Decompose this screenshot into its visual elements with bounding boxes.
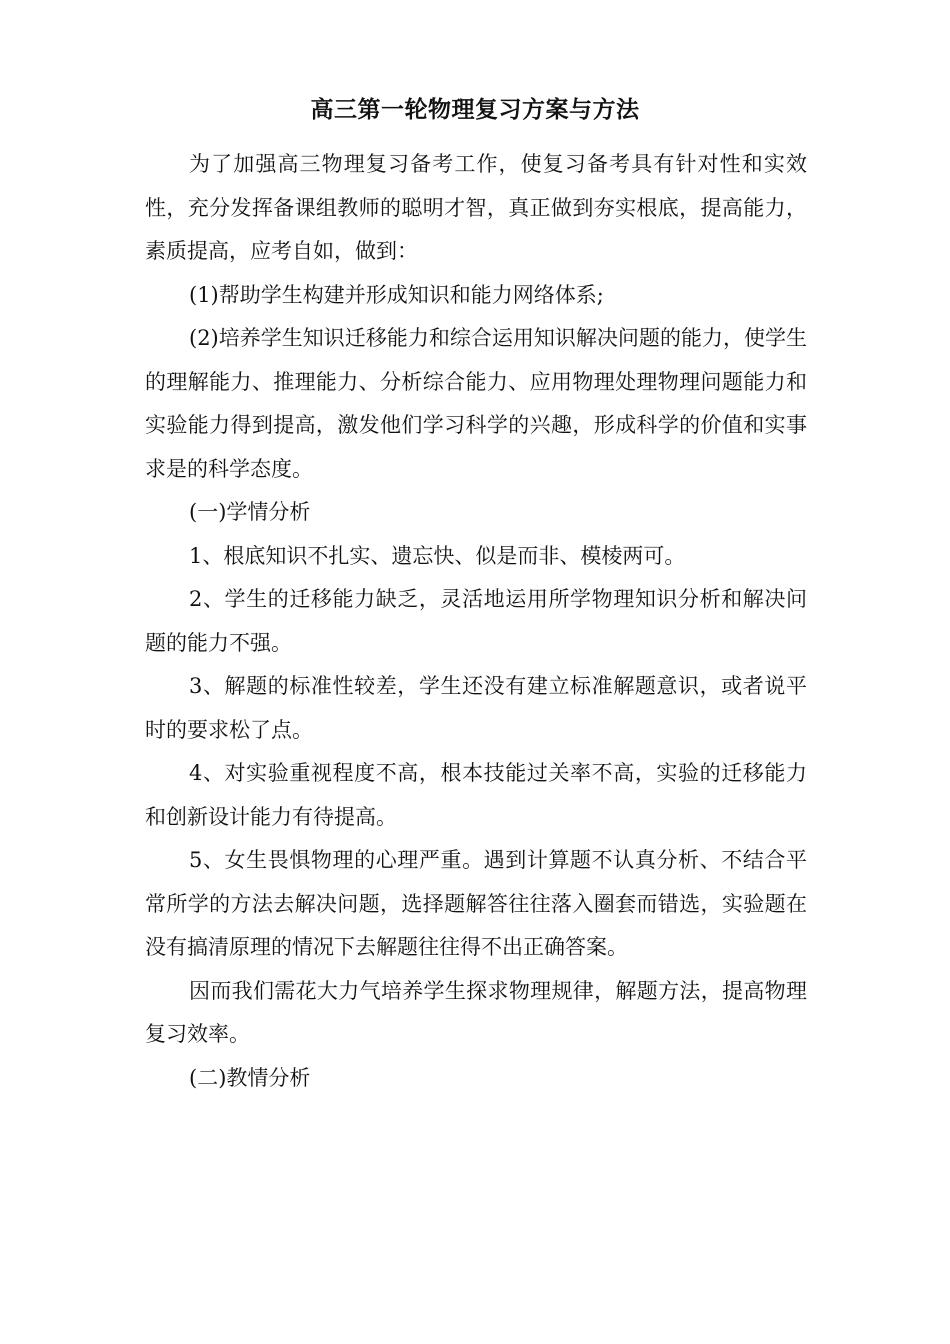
paragraph-item-5: 5、女生畏惧物理的心理严重。遇到计算题不认真分析、不结合平常所学的方法去解决问题，选择题解答往往落入圈套而错选，实验题在没有搞清原理的情况下去解题往往得不出正确答案。 <box>145 848 807 959</box>
paragraph-item-2: 2、学生的迁移能力缺乏，灵活地运用所学物理知识分析和解决问题的能力不强。 <box>145 587 807 655</box>
paragraph-item-4: 4、对实验重视程度不高，根本技能过关率不高，实验的迁移能力和创新设计能力有待提高。 <box>145 761 807 829</box>
paragraph-item-1: 1、根底知识不扎实、遗忘快、似是而非、模棱两可。 <box>189 543 686 568</box>
paragraph-intro: 为了加强高三物理复习备考工作，使复习备考具有针对性和实效性，充分发挥备课组教师的聪明才智，真正做到夯实根底，提高能力，素质提高，应考自如，做到： <box>145 152 807 263</box>
paragraph-item-3: 3、解题的标准性较差，学生还没有建立标准解题意识，或者说平时的要求松了点。 <box>145 674 807 742</box>
document-body <box>145 143 807 1100</box>
document-title: 高三第一轮物理复习方案与方法 <box>310 96 640 123</box>
paragraph-conclusion: 因而我们需花大力气培养学生探求物理规律，解题方法，提高物理复习效率。 <box>145 978 807 1046</box>
section-heading-teaching-analysis: (二)教情分析 <box>189 1065 311 1090</box>
section-heading-student-analysis: (一)学情分析 <box>189 500 311 524</box>
paragraph-goal-2: (2)培养学生知识迁移能力和综合运用知识解决问题的能力，使学生的理解能力、推理能力、分析综合能力、应用物理处理物理问题能力和实验能力得到提高，激发他们学习科学的兴趣，形成科学的价值和实事求是的科学态度。 <box>145 326 807 481</box>
paragraph-goal-1: (1)帮助学生构建并形成知识和能力网络体系; <box>189 282 604 307</box>
